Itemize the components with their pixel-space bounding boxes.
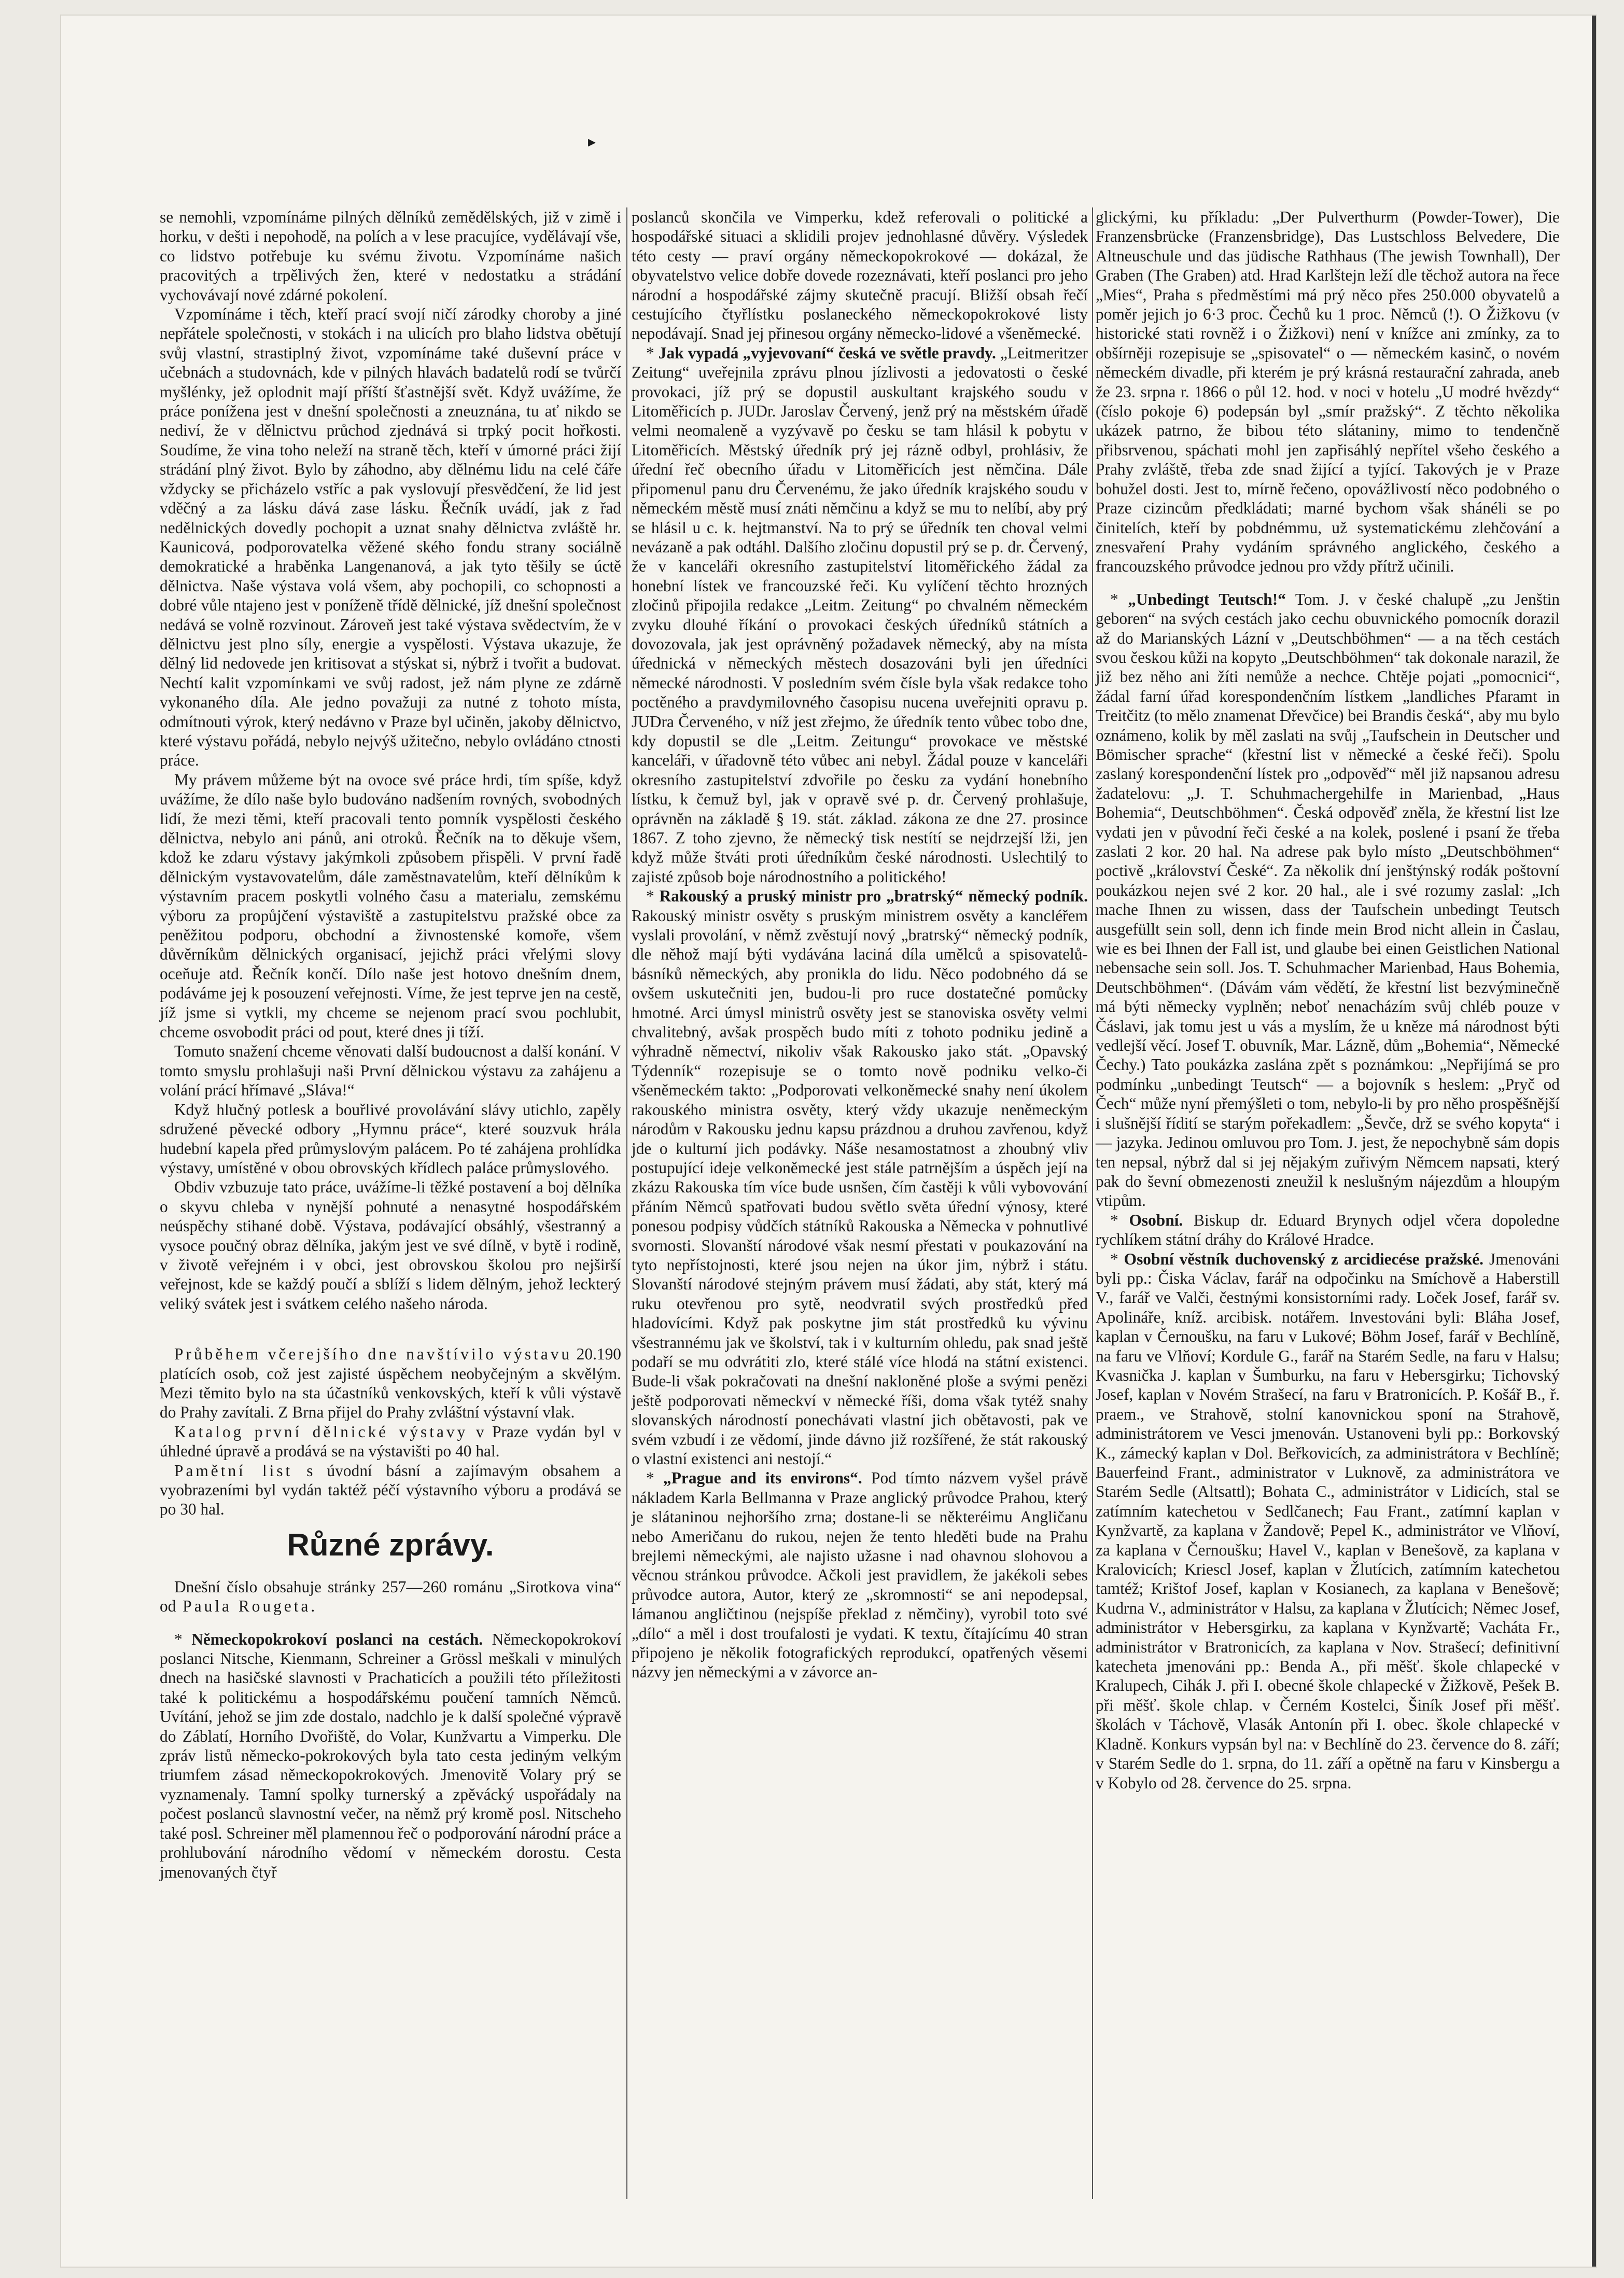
section-heading: Různé zprávy. bbox=[287, 1527, 494, 1562]
clergy-article: * Osobní věstník duchovenský z arcidiecése pražské. Jmenováni byli pp.: Čiska Václav, farář na odpočinku na Smíchově a Haberstill V., farář ve Valči, čestnými konsistorními rady. Loček Josef, farář sv. Apolináře, kníž. arcibisk. notářem. Investováni byli: Bláha Josef, kaplan v Černoušku, na faru v Lukové; Böhm Josef, farář v Bechlíně, na faru ve Vlňoví; Kordule G., farář na Starém Sedle, na faru v Halsu; Kvasnička J. kaplan v Šumburku, na faru v Hebersgirku; Tichovský Josef, kaplan v Novém Strašecí, na faru v Bratronicích. P. Košář B., ř. praem., ve Strahově, stolní kanovnickou sponí na Strahově, administrátorem ve Vesci jmenován. Ustanoveni byli pp.: Borkovský K., zámecký kaplan v Dol. Beřkovicích, za administrátora v Bechlíně; Bauerfeind Frant., administrator v Luknově, za administrátora ve Starém Sedle (Altsattl); Bohata C., administrátor v Lidicích, stal se zatímním katechetou v Sedlčanech; Fau Frant., zatímní kaplan v Kynžvartě, za kaplana v Žandově; Pepel K., administrátor ve Vlňoví, za kaplana v Černoušku; Havel V., kaplan v Benešově, za kaplana v Kralovicích; Kriescl Josef, kaplan v Žlutícich, zatímním katechetou tamtéž; Krištof Josef, kaplan v Kosianech, za kaplana v Benešově; Kudrna V., administrátor v Halsu, za kaplana v Žlutícich; Němec Josef, administrátor v Hebersgirku, za kaplana v Kynžvartě; Vacháta Fr., administrátor v Bratronicích, za kaplana v Nov. Strašecí; definitivní katecheta jmenováni pp.: Benda A., při měšť. škole chlapecké v Kralupech, Cihák J. při I. obecné škole chlapecké v Žižkově, Pešek B. při měšť. škole chlap. v Černém Kostelci, Šiník Josef při měšť. školách v Táchově, Vlasák Antonín při I. obec. škole chlapecké v Kladně. Konkurs vypsán byl na: v Bechlíně do 23. července do 8. září; v Starém Sedle do 1. srpna, do 11. září a opětně na faru v Kinsbergu a v Kobylo od 28. července do 25. srpna. bbox=[1096, 1249, 1560, 1792]
personal-headline: Osobní. bbox=[1129, 1211, 1183, 1229]
deputies-body: Německopokrokoví poslanci Nitsche, Kienmann, Schreiner a Grössl meškali v minulých dnech na hasičské slavnosti v Prachaticích a použili této příležitosti také k politickému a hospodářskému poučení tamních Němců. Uvítání, jehož se jim zde dostalo, nadchlo je k další společné výpravě do Záblatí, Horního Dvořiště, do Volar, Kunžvartu a Vimperku. Dle zpráv listů německo-pokrokových byla tato cesta jediným velkým triumfem zásad německopokrokových. Jmenovitě Volary prý se vyznamenaly. Tamní spolky turnerský a zpěvácký uspořádaly na počest poslanců slavnostní večer, na němž prý kromě posl. Nitscheho také posl. Schreiner měl plamennou řeč o podporování národní práce a prohlubování národního vědomí v německém dorostu. Cesta jmenovaných čtyř bbox=[160, 1630, 621, 1881]
memorial-note bbox=[160, 1461, 621, 1519]
teutsch-body: Tom. J. v české chalupě „zu Jenštin geboren“ na svých cestách jako cechu obuvnického pomocník dorazil až do Marianských Lázní v „Deutschböhmen“ — a na těch cestách svou českou kůži na kopyto „Deutschböhmen“ tak dokonale narazil, že již bez něho ani žíti nemůže a nechce. Chtěje pojati „pomocnici“, žádal farní úřad korespondenčním lístkem „landliches Pfaramt in Treitčitz (to mělo znamenat Dřevčice) bei Brandis česká“, aby mu bylo oznámeno, kolik by měl zaslati na svůj „Taufschein in Deutscher und Bömischer sprache“ (křestní list v německé a české řeči). Spolu zaslaný korespondenční lístek pro „odpověď“ měl již napsanou adresu žadatelovu: „J. T. Schuhmachergehilfe in Marienbad, „Haus Bohemia“, Deutschböhmen“. Česká odpověď zněla, že křestní list lze vydati jen v původní řeči české a na kolek, poslené i psaní že třeba zaslati 2 kor. 20 hal. Na adrese pak bylo místo „Deutschböhmen“ poctivě „království České“. Za několik dní jenštýnský rodák poštovní poukázkou nejen své 2 kor. 20 hal., ale i své rozumy zaslal: „Ich mache Ihnen zu wissen, dass der Taufschein unbedingt Teutsch ausgefüllt sein soll, denn ich finde mein Brod nicht allein in Časlau, wie es bei Ihnen der Fall ist, und glaube bei einen Geistlichen National nebensache sein soll. Jos. T. Schuhmacher Marienbad, Haus Bohemia, Deutschböhmen“. (Dávám vám vědětí, že křestní list bezvýminečně má býti německy vyplněn; neboť nenacházím svůj chléb pouze v Čáslavi, jak tomu jest u vás a myslím, že u kněze má národnost býti vedlejší věcí. Josef T. obuvník, Mar. Lázně, dům „Bohemia“, Německé Čechy.) Tato poukázka zaslána zpět s poznámkou: „Nepřijímá se pro podmínku „unbedingt Teutsch“ — a bojovník s heslem: „Pryč od Čech“ může nyní přemýšleti o tom, nebylo-li by pro něho prospěšnější i slušnější řídití se starým pořekadlem: „Ševče, drž se svého kopyta“ i — jazyka. Jedinou omluvou pro Tom. J. jest, že nepochybně sám dopis ten nepsal, nýbrž dal si jej nějakým zuřivým Němcem napsati, který pak do ševní obmezenosti zneužil k neslušným nájezdům a hloupým vtipům. bbox=[1096, 590, 1560, 1210]
col2-paragraph-1: poslanců skončila ve Vimperku, kdež referovali o politické a hospodářské situaci a sklidili projev jednohlasné důvěry. Výsledek této cesty — praví orgány německopokrokové — dokázal, že obyvatelstvo velice dobře dovede rozeznávati, kteří poslanci pro jeho národní a hospodářské zájmy skutečně pracují. Bližší obsah řečí cestujícího čtyřlístku poslaneckého německopokrokové listy nepodávají. Snad jej přinesou orgány německo-lidové a všeněmecké. bbox=[632, 208, 1088, 343]
novel-note bbox=[160, 1577, 621, 1616]
catalog-note bbox=[160, 1422, 621, 1461]
clergy-headline: Osobní věstník duchovenský z arcidiecése pražské. bbox=[1124, 1249, 1484, 1268]
deputies-article: * Německopokrokoví poslanci na cestách. Německopokrokoví poslanci Nitsche, Kienmann, Schreiner a Grössl meškali v minulých dnech na hasičské slavnosti v Prachaticích a použili této příležitosti také k politickému a hospodářskému poučení tamních Němců. Uvítání, jehož se jim zde dostalo, nadchlo je k další společné výpravě do Záblatí, Horního Dvořiště, do Volar, Kunžvartu a Vimperku. Dle zpráv listů německo-pokrokových byla tato cesta jediným velkým triumfem zásad německopokrokových. Jmenovitě Volary prý se vyznamenaly. Tamní spolky turnerský a zpěvácký uspořádaly na počest poslanců slavnostní večer, na němž prý kromě posl. Nitscheho také posl. Schreiner měl plamennou řeč o podporování národní práce a prohlubování národního vědomí v německém dorostu. Cesta jmenovaných čtyř bbox=[160, 1630, 621, 1881]
page-mark: ▸ bbox=[588, 133, 596, 150]
visitors-lead: Průběhem včerejšího dne navštívilo výstavu bbox=[174, 1345, 572, 1364]
guide-article: * „Prague and its environs“. Pod tímto názvem vyšel právě nákladem Karla Bellmanna v Praze anglický průvodce Prahou, který je slátaninou nejhoršího zrna; dostane-li se některéimu Angličanu nebo Američanu do rukou, nejen že tento hleděti bude na Prahu brejlemi německými, ale najisto užasne i nad ohavnou slohovou a věcnou stránkou průvodce. Ačkoli jest pravidlem, že jakékoli sebes průvodce autora, Autor, který ze „skromnosti“ se ani nepodepsal, lámanou angličtinou (nejspíše překlad z němčiny), vyrobil toto své „dílo“ a měl i dost troufalosti je vydati. K textu, čítajícímu 40 stran připojeno je několik fotografických reprodukcí, opatřených věsemi názvy jen německými a v závorce an- bbox=[632, 1469, 1088, 1682]
teutsch-article: * „Unbedingt Teutsch!“ Tom. J. v české chalupě „zu Jenštin geboren“ na svých cestách jako cechu obuvnického pomocník dorazil až do Marianských Lázní v „Deutschböhmen“ — a na těch cestách svou českou kůži na kopyto „Deutschböhmen“ tak dokonale narazil, že již bez něho ani žíti nemůže a nechce. Chtěje pojati „pomocnici“, žádal farní úřad korespondenčním lístkem „landliches Pfaramt in Treitčitz (to mělo znamenat Dřevčice) bei Brandis česká“, aby mu bylo oznámeno, kolik by měl zaslati na svůj „Taufschein in Deutscher und Bömischer sprache“ (křestní list v německé a české řeči). Spolu zaslaný korespondenční lístek pro „odpověď“ měl již napsanou adresu žadatelovu: „J. T. Schuhmachergehilfe in Marienbad, „Haus Bohemia“, Deutschböhmen“. Česká odpověď zněla, že křestní list lze vydati jen v původní řeči české a na kolek, poslené i psaní že třeba zaslati 2 kor. 20 hal. Na adrese pak bylo místo „Deutschböhmen“ poctivě „království České“. Za několik dní jenštýnský rodák poštovní poukázkou nejen své 2 kor. 20 hal., ale i své rozumy zaslal: „Ich mache Ihnen zu wissen, dass der Taufschein unbedingt Teutsch ausgefüllt sein soll, denn ich finde mein Brod nicht allein in Časlau, wie es bei Ihnen der Fall ist, und glaube bei einen Geistlichen National nebensache sein soll. Jos. T. Schuhmacher Marienbad, Haus Bohemia, Deutschböhmen“. (Dávám vám vědětí, že křestní list bezvýminečně má býti německy vyplněn; neboť nenacházím svůj chléb pouze v Čáslavi, jak tomu jest u vás a myslím, že u kněze má národnost býti vedlejší věcí. Josef T. obuvník, Mar. Lázně, dům „Bohemia“, Německé Čechy.) Tato poukázka zaslána zpět s poznámkou: „Nepřijímá se pro podmínku „unbedingt Teutsch“ — a bojovník s heslem: „Pryč od Čech“ může nyní přemýšleti o tom, nebylo-li by pro něho prospěšnější i slušnější řídití se starým pořekadlem: „Ševče, drž se svého kopyta“ i — jazyka. Jedinou omluvou pro Tom. J. jest, že nepochybně sám dopis ten nepsal, nýbrž dal si jej nějakým zuřivým Němcem napsati, který pak do ševní obmezenosti zneužil k neslušným nájezdům a hloupým vtipům. bbox=[1096, 590, 1560, 1210]
personal-body: Biskup dr. Eduard Brynych odjel včera dopoledne rychlíkem státní dráhy do Králové Hradce. bbox=[1096, 1211, 1560, 1249]
clergy-body: Jmenováni byli pp.: Čiska Václav, farář na odpočinku na Smíchově a Haberstill V., farář ve Valči, čestnými konsistorními rady. Loček Josef, farář sv. Apolináře, kníž. arcibisk. notářem. Investováni byli: Bláha Josef, kaplan v Černoušku, na faru v Lukové; Böhm Josef, farář v Bechlíně, na faru ve Vlňoví; Kordule G., farář na Starém Sedle, na faru v Halsu; Kvasnička J. kaplan v Šumburku, na faru v Hebersgirku; Tichovský Josef, kaplan v Novém Strašecí, na faru v Bratronicích. P. Košář B., ř. praem., ve Strahově, stolní kanovnickou sponí na Strahově, administrátorem ve Vesci jmenován. Ustanoveni byli pp.: Borkovský K., zámecký kaplan v Dol. Beřkovicích, za administrátora v Bechlíně; Bauerfeind Frant., administrator v Luknově, za administrátora ve Starém Sedle (Altsattl); Bohata C., administrátor v Lidicích, stal se zatímním katechetou v Sedlčanech; Fau Frant., zatímní kaplan v Kynžvartě, za kaplana v Žandově; Pepel K., administrátor ve Vlňoví, za kaplana v Černoušku; Havel V., kaplan v Benešově, za kaplana v Kralovicích; Kriescl Josef, kaplan v Žlutícich, zatímním katechetou tamtéž; Krištof Josef, kaplan v Kosianech, za kaplana v Benešově; Kudrna V., administrátor v Halsu, za kaplana v Žlutícich; Němec Josef, administrátor v Hebersgirku, za kaplana v Kynžvartě; Vacháta Fr., administrátor v Bratronicích, za kaplana v Nov. Strašecí; definitivní katecheta jmenováni pp.: Benda A., při měšť. škole chlapecké v Kralupech, Cihák J. při I. obecné škole chlapecké v Žižkově, Pešek B. při měšť. škole chlap. v Černém Kostelci, Šiník Josef při měšť. školách v Táchově, Vlasák Antonín při I. obec. škole chlapecké v Kladně. Konkurs vypsán byl na: v Bechlíně do 23. července do 8. září; v Starém Sedle do 1. srpna, do 11. září a opětně na faru v Kinsbergu a v Kobylo od 28. července do 25. srpna. bbox=[1096, 1249, 1560, 1792]
spacer bbox=[160, 1313, 621, 1344]
memorial-body: s úvodní básní a zajímavým obsahem a vyobrazeními byl vydán taktéž péčí výstavního výboru a prodává se po 30 hal. bbox=[160, 1461, 621, 1519]
column-1 bbox=[160, 207, 621, 1882]
catalog-body: v Praze vydán byl v úhledné úpravě a prodává se na výstavišti po 40 hal. bbox=[160, 1422, 621, 1461]
newspaper-page bbox=[61, 16, 1596, 2267]
novel-author: Paula Rougeta. bbox=[176, 1597, 318, 1616]
page-edge-shadow bbox=[1592, 16, 1596, 2267]
col3-paragraph-1: glickými, ku příkladu: „Der Pulverthurm (Powder-Tower), Die Franzensbrücke (Franzensbridge), Das Lustschloss Belvedere, Die Altneuschule und das jüdische Rathhaus (The jewish Townhall), Der Graben (The Graben) atd. Hrad Karlštejn leží dle těchož autora na řece „Mies“, Praha s předměstími má prý něco přes 250.000 obyvatelů a poměr jejich jo 6·3 proc. Čechů ku 1 proc. Němců (!). O Žižkovu (v historické stati rovněž i o Žižkovi) není v knížce ani zmínky, za to obšírněji rozepisuje se „spisovatel“ o — německém kasinč, o novém německém divadle, při kterém je prý krásná restaurační zahrada, aneb že 23. srpna r. 1866 o půl 12. hod. v noci v hotelu „U modré hvězdy“ (číslo pokoje 6) podepsán byl „smír pražský“. Z těchto několika ukázek patrno, že bibou této slátaniny, mimo to tendenčně přibsrvenou, spáchati mohl jen zapřisáhlý nepřítel všeho českého a Prahy zvláště, třeba zde snad žijící a tyjící. Takových je v Praze bohužel dosti. Jest to, mírně řečeno, opovážlivostí něco podobného o Praze cizincům předkládati; marné bychom však shánéli se po činitelích, kteří by pobdnémmu, už systematickému zlehčování a znesvaření Prahy vydáním správného anglického, českého a francouzského průvodce jednou pro vždy přítrž učinili. bbox=[1096, 208, 1560, 576]
visitors-note bbox=[160, 1344, 621, 1422]
provocation-body: „Leitmeritzer Zeitung“ uveřejnila zprávu plnou jízlivosti a jedovatosti o české provokaci, jíž prý se dopustil auskultant krajského soudu v Litoměřicích p. JUDr. Jaroslav Červený, jenž prý na městském úřadě velmi neomaleně a vyzývavě po česku se tam hlásil k pobytu v Litoměřicích. Městský úředník prý jej rázně odbyl, prohlásiv, že úřední řeč obecního úřadu v Litoměřicích jest němčina. Dále připomenul panu dru Červenému, že jako úředník krajského soudu v německém městě musí znáti němčinu a když se mu to nelíbí, aby prý se hlásil u c. k. hejtmanství. Na to prý se úředník ten choval velmi nevázaně a pak odtáhl. Dalšího zločinu dopustil prý se p. dr. Červený, že v kanceláři okresního zastupitelství litoměřického žádal za honební lístek ve francouzské řeči. Ku vylíčení těchto hrozných zločinů připojila redakce „Leitm. Zeitung“ po chvalném německém zvyku dlouhé říkání o provokaci českých úředníků státních a dovozovala, jak jest oprávněný požadavek německý, aby na místa úřednická v německých městech dosazováni byli jen úředníci německé národnosti. V posledním svém čísle byla však redakce toho poctěného a pravdymilovného časopisu nucena uveřejniti opravu p. JUDra Červeného, v níž jest zřejmo, že úředník tento vůbec tobo dne, kdy dopustil se dle „Leitm. Zeitungu“ provokace ve městské kanceláři, v úřadovně této vůbec ani nebyl. Žádal pouze v kanceláři okresního zastupitelství zdvořile po česku za vydání honebního lístku, k čemuž byl, jak v opravě své p. dr. Červený prohlašuje, oprávněn na základě § 19. stát. základ. zákona ze dne 27. prosince 1867. Z toho zjevno, že německý tisk nestítí se nejdrzejší lži, jen když může štváti proti úředníkům české národnosti. Uslechtilý to zajisté způsob boje národnostního a politického! bbox=[632, 343, 1088, 886]
column-3 bbox=[1096, 207, 1560, 1793]
guide-body: Pod tímto názvem vyšel právě nákladem Karla Bellmanna v Praze anglický průvodce Prahou, který je slátaninou nejhoršího zrna; dostane-li se některéimu Angličanu nebo Američanu do rukou, nejen že tento hleděti bude na Prahu brejlemi německými, ale najisto užasne i nad ohavnou slohovou a věcnou stránkou průvodce. Ačkoli jest pravidlem, že jakékoli sebes průvodce autora, Autor, který ze „skromnosti“ se ani nepodepsal, lámanou angličtinou (nejspíše překlad z němčiny), vyrobil toto své „dílo“ a měl i dost troufalosti je vydati. K textu, čítajícímu 40 stran připojeno je několik fotografických reprodukcí, opatřených věsemi názvy jen německými a v závorce an- bbox=[632, 1469, 1088, 1682]
col1-paragraph-2: Vzpomínáme i těch, kteří prací svojí ničí zárodky choroby a jiné nepřátele společnosti, v stokách i na ulicích pro blaho lidstva obětují svůj vlastní, strastiplný život, vzpomínáme také duševní práce v učebnách a studovnách, kde v pilných hlavách badatelů rodí se tvůrčí myšlénky, jež oplodnit mají příští šťastnější svět. Když uvážíme, že práce ponížena jest v dnešní společnosti a zneuznána, tu ať nikdo se nediví, že v dělnictvu průchod zjednává si trpký pocit hořkosti. Soudíme, že vina toho neleží na straně těch, kteří v úmorné práci žijí strádání plný život. Bylo by záhodno, aby dělnému lidu na celé čáře vždycky se přicházelo vstříc a pak vyslovují přesvědčení, že lid jest vděčný a za lásku dává zase lásku. Řečník uvádí, jak z řad nedělnických dovedly pochopit a uznat snahy dělnictva zvláště hr. Kaunicová, podporovatelka věžené ského fondu strany sociálně demokratické a hraběnka Langenanová, a jak tyto těšily se úctě dělnictva. Naše výstava volá všem, aby pochopili, co schopnosti a dobré vůle ntajeno jest v poníženě třídě dělnické, jíž dnešní společnost nedává se volně rozvinout. Zároveň jest také výstava svědectvím, že v dělnictvu jest plno síly, energie a vyspělosti. Výstava ukazuje, že dělný lid nedovede jen kritisovat a stýskat si, nýbrž i tvořit a budovat. Nechtí kalit vzpomínkami ve svůj radost, jež nám plyne ze zdárně vykonaného díla. Ale jedno považuji za nutné z tohoto místa, odmítnouti výrok, který nedávno v Praze byl učiněn, jakoby dělnictvo, které výstavu pořádá, nebylo nejvýš užitečno, nebylo ovládáno ctnosti práce. bbox=[160, 305, 621, 770]
col1-paragraph-6: Obdiv vzbuzuje tato práce, uvážíme-li těžké postavení a boj dělníka o skyvu chleba v nynější pohnuté a nenasytné hospodářském neúspěchy stihané době. Výstava, podávající obsáhlý, všestranný a vysoce poučný obraz dělníka, jakým jest ve své dílně, v bytě i rodině, v životě veřejném i v obci, jest obrovskou školou pro nejširší veřejnost, kde se každý poučí a sblíží s lidem dělným, jehož leckterý veliký svátek jest i svátkem celého našeho národa. bbox=[160, 1178, 621, 1313]
guide-headline: „Prague and its environs“. bbox=[663, 1469, 862, 1488]
column-2 bbox=[632, 207, 1088, 1682]
novel-lead: Dnešní číslo obsahuje stránky 257—260 románu „Sirotkova vina“ od bbox=[160, 1577, 621, 1616]
col1-paragraph-1: se nemohli, vzpomínáme pilných dělníků zemědělských, již v zimě i horku, v dešti i nepohodě, na polích a v lese pracujíce, vydělávají vše, co lidstvo potřebuje ku svému životu. Vzpomínáme našich pracovitých a trpělivých žen, které v nedostatku a strádání vychovávají nové zdárné pokolení. bbox=[160, 208, 621, 304]
col1-paragraph-3: My právem můžeme být na ovoce své práce hrdi, tím spíše, když uvážíme, že dílo naše bylo budováno nadšením rovných, svobodných lidí, že mezi těmi, kteří pracovali tento pomník vyspělosti českého dělnictva, nebylo ani pánů, ani otroků. Řečník na to děkuje všem, kdož ke zdaru výstavy jakýmkoli způsobem přispěli. V první řadě dělnickým vystavovatelům, dále zaměstnavatelům, kteří dělníkům k výstavním pracem poskytli volného času a materialu, zemskému výboru za propůjčení výstaviště a zastupitelstvu pražské obce za peněžitou podporu, obchodní a živnostenské komoře, všem důvěrníkům dělnických organisací, jejichž práci vřelými slovy oceňuje atd. Řečník končí. Dílo naše jest hotovo dnešním dnem, podáváme jej k posouzení veřejnosti. Víme, že jest teprve jen na cestě, jíž jsme si vytkli, my chceme se nejenom prací svou pochlubit, chceme osvobodit práci od pout, které dnes ji tíží. bbox=[160, 770, 621, 1041]
teutsch-headline: „Unbedingt Teutsch!“ bbox=[1128, 590, 1286, 608]
memorial-lead: Pamětní list bbox=[174, 1461, 293, 1480]
ministers-headline: Rakouský a pruský ministr pro „bratrský“ německý podník. bbox=[659, 887, 1088, 906]
deputies-headline: Německopokrokoví poslanci na cestách. bbox=[191, 1630, 483, 1648]
catalog-lead: Katalog první dělnické výstavy bbox=[174, 1422, 468, 1441]
personal-article: * Osobní. Biskup dr. Eduard Brynych odjel včera dopoledne rychlíkem státní dráhy do Králové Hradce. bbox=[1096, 1211, 1560, 1249]
col1-paragraph-4: Tomuto snažení chceme věnovati další budoucnost a další konání. V tomto smyslu prohlašuji naši První dělnickou výstavu za zahájenu a volání prácí hřímavé „Sláva!“ bbox=[160, 1042, 621, 1100]
col1-paragraph-5: Když hlučný potlesk a bouřlivé provolávání slávy utichlo, zapěly sdružené pěvecké odbory „Hymnu práce“, které souzvuk hrála hudební kapela před průmyslovým palácem. Po té zahájena prohlídka výstavy, umístěné v obou obrovských křídlech paláce průmyslového. bbox=[160, 1100, 621, 1177]
ministers-article: * Rakouský a pruský ministr pro „bratrský“ německý podník. Rakouský ministr osvěty s pruským ministrem osvěty a kancléřem vyslali provolání, v němž zvěstují nový „bratrský“ německý podník, dle něhož mají býti vydávána laciná díla umělců a spisovatelů-básníků německých, aby pronikla do lidu. Něco podobného dá se ovšem uskutečniti jen, budou-li pro ruce dostatečné pomůcky hmotné. Arci úmysl ministrů osvěty jest se stanoviska osvěty velmi chvalitebný, avšak prospěch budo míti z tohoto podniku jedině a výhradně němectví, nikoliv však Rakousko jako stát. „Opavský Týdenník“ rozepisuje se o tomto nově podniku velko-či všeněmeckém takto: „Podporovati velkoněmecké snahy není úkolem rakouského ministra osvěty, který vždy ukazuje neněmeckým národům v Rakousku jednu kapsu prázdnou a druhou zavřenou, když jde o kulturní jich podávky. Náše nesamostatnost a zhoubný vliv postupující ideje velkoněmecké jest stále patrnějším a úspěch její na zkázu Rakouska tím více bude usnšen, čím častěji k vůli vybovování přáním Němců spatřovati budou světlo světa úřední výnosy, které ponesou podpisy vůdčích státníků Rakouska a Německa v pohnutlivé svornosti. Slovanští národové však nesmí přestati v poukazování na tyto nepřístojnosti, které jsou nejen na úkor jim, nýbrž i státu. Slovanští národové stejným právem musí žádati, aby stát, který má ruku otevřenou pro sytě, neodvratil svých prostředků před hladovícími. Když pak poskytne jim stát prostředků ku vývinu všestrannému jak ve školství, tak i v kulturním ohledu, pak snad ještě podaří se mu odvrátiti zlo, které stálé více hlodá na státní existenci. Bude-li však pokračovati na dnešní nakloněné ploše a svými penězi ještě podporovati německví v německé říši, doma však tytéž snahy slovanských národností ponechávati vlastní jich obětavosti, pak ve svém vzbudí i ze vědomí, jinde dávno již rozšířené, že stát rakouský o vlastní existenci ani nestojí.“ bbox=[632, 887, 1088, 1468]
visitors-body: 20.190 platících osob, což jest zajisté úspěchem neobyčejným a skvělým. Mezi těmito bylo na sta účastníků venkovských, kteří k vůli výstavě do Prahy zavítali. Z Brna přijel do Prahy zvláštní výstavní vlak. bbox=[160, 1345, 621, 1422]
column-rule-1 bbox=[626, 207, 627, 2199]
ministers-body: Rakouský ministr osvěty s pruským ministrem osvěty a kancléřem vyslali provolání, v němž zvěstují nový „bratrský“ německý podník, dle něhož mají býti vydávána laciná díla umělců a spisovatelů-básníků německých, aby pronikla do lidu. Něco podobného dá se ovšem uskutečniti jen, budou-li pro ruce dostatečné pomůcky hmotné. Arci úmysl ministrů osvěty jest se stanoviska osvěty velmi chvalitebný, avšak prospěch budo míti z tohoto podniku jedině a výhradně němectví, nikoliv však Rakousko jako stát. „Opavský Týdenník“ rozepisuje se o tomto nově podniku velko-či všeněmeckém takto: „Podporovati velkoněmecké snahy není úkolem rakouského ministra osvěty, který vždy ukazuje neněmeckým národům v Rakousku jednu kapsu prázdnou a druhou zavřenou, když jde o kulturní jich podávky. Náše nesamostatnost a zhoubný vliv postupující ideje velkoněmecké jest stále patrnějším a úspěch její na zkázu Rakouska tím více bude usnšen, čím častěji k vůli vybovování přáním Němců spatřovati budou světlo světa úřední výnosy, které ponesou podpisy vůdčích státníků Rakouska a Německa v pohnutlivé svornosti. Slovanští národové však nesmí přestati v poukazování na tyto nepřístojnosti, které jsou nejen na úkor jim, nýbrž i státu. Slovanští národové stejným právem musí žádati, aby stát, který má ruku otevřenou pro sytě, neodvratil svých prostředků před hladovícími. Když pak poskytne jim stát prostředků ku vývinu všestrannému jak ve školství, tak i v kulturním ohledu, pak snad ještě podaří se mu odvrátiti zlo, které stálé více hlodá na státní existenci. Bude-li však pokračovati na dnešní nakloněné ploše a svými penězi ještě podporovati německví v německé říši, doma však tytéž snahy slovanských národností ponechávati vlastní jich obětavosti, pak ve svém vzbudí i ze vědomí, jinde dávno již rozšířené, že stát rakouský o vlastní existenci ani nestojí.“ bbox=[632, 906, 1088, 1468]
column-rule-2 bbox=[1092, 207, 1093, 2199]
provocation-article: * Jak vypadá „vyjevovaní“ česká ve světle pravdy. „Leitmeritzer Zeitung“ uveřejnila zprávu plnou jízlivosti a jedovatosti o české provokaci, jíž prý se dopustil auskultant krajského soudu v Litoměřicích p. JUDr. Jaroslav Červený, jenž prý na městském úřadě velmi neomaleně a vyzývavě po česku se tam hlásil k pobytu v Litoměřicích. Městský úředník prý jej rázně odbyl, prohlásiv, že úřední řeč obecního úřadu v Litoměřicích jest němčina. Dále připomenul panu dru Červenému, že jako úředník krajského soudu v německém městě musí znáti němčinu a když se mu to nelíbí, aby prý se hlásil u c. k. hejtmanství. Na to prý se úředník ten choval velmi nevázaně a pak odtáhl. Dalšího zločinu dopustil prý se p. dr. Červený, že v kanceláři okresního zastupitelství litoměřického žádal za honební lístek ve francouzské řeči. Ku vylíčení těchto hrozných zločinů připojila redakce „Leitm. Zeitung“ po chvalném německém zvyku dlouhé říkání o provokaci českých úředníků státních a dovozovala, jak jest oprávněný požadavek německý, aby na místa úřednická v německých městech dosazováni byli jen úředníci německé národnosti. V posledním svém čísle byla však redakce toho poctěného a pravdymilovného časopisu nucena uveřejniti opravu p. JUDra Červeného, v níž jest zřejmo, že úředník tento vůbec tobo dne, kdy dopustil se dle „Leitm. Zeitungu“ provokace ve městské kanceláři, v úřadovně této vůbec ani nebyl. Žádal pouze v kanceláři okresního zastupitelství zdvořile po česku za vydání honebního lístku, k čemuž byl, jak v opravě své p. dr. Červený prohlašuje, oprávněn na základě § 19. stát. základ. zákona ze dne 27. prosince 1867. Z toho zjevno, že německý tisk nestítí se nejdrzejší lži, jen když může štváti proti úředníkům české národnosti. Uslechtilý to zajisté způsob boje národnostního a politického! bbox=[632, 343, 1088, 886]
provocation-headline: Jak vypadá „vyjevovaní“ česká ve světle pravdy. bbox=[658, 343, 996, 362]
